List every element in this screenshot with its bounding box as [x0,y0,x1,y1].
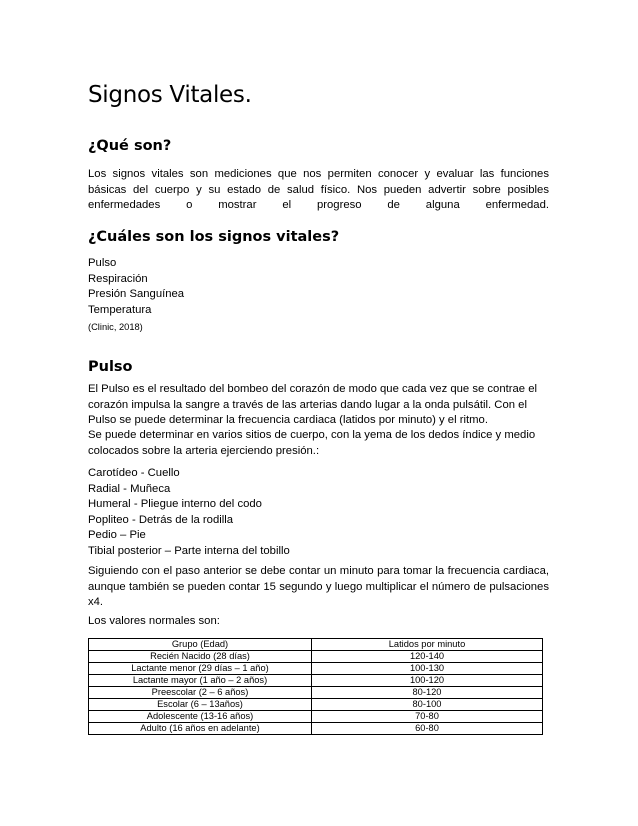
table-cell-bpm: 120-140 [312,651,543,663]
list-item: Humeral - Pliegue interno del codo [88,498,262,511]
table-cell-group: Recién Nacido (28 días) [89,651,312,663]
table-cell-bpm: 60-80 [312,723,543,735]
table-row [89,675,543,687]
table-cell-bpm: 80-100 [312,699,543,711]
table-cell-bpm: 70-80 [312,711,543,723]
table-cell-bpm: 100-130 [312,663,543,675]
table-cell-group: Lactante menor (29 días – 1 año) [89,663,312,675]
table-row [89,687,543,699]
column-header-group: Grupo (Edad) [89,639,312,651]
table-cell-group: Adulto (16 años en adelante) [89,723,312,735]
list-item: Pulso [88,257,117,269]
table-intro: Los valores normales son: [88,615,220,627]
table-cell-group: Preescolar (2 – 6 años) [89,687,312,699]
list-item: Presión Sanguínea [88,288,185,301]
list-item: Popliteo - Detrás de la rodilla [88,513,234,526]
paragraph-definition: Los signos vitales son mediciones que nos permiten conocer y evaluar las funciones básicas del cuerpo y su estado de salud físico. Nos pueden advertir sobre posibles enfermedades o mostrar el progreso de alguna enfermedad. [88,168,549,212]
list-item: Radial - Muñeca [88,482,171,495]
heading-que-son: ¿Qué son? [88,138,172,154]
list-item: Respiración [88,272,148,285]
paragraph-measurement: Siguiendo con el paso anterior se debe contar un minuto para tomar la frecuencia cardiaca, aunque también se pueden contar 15 segundo y luego multiplicar el número de pulsaciones x4. [88,565,549,609]
table-row [89,699,543,711]
table-cell-group: Lactante mayor (1 año – 2 años) [89,675,312,687]
paragraph-pulso-sites: Se puede determinar en varios sitios de cuerpo, con la yema de los dedos índice y medio colocados sobre la arteria ejerciendo presión.: [88,429,536,457]
table-row [89,663,543,675]
page-title: Signos Vitales. [88,82,252,108]
table-cell-group: Escolar (6 – 13años) [89,699,312,711]
list-item: Carotídeo - Cuello [88,467,180,479]
citation: (Clinic, 2018) [88,322,143,332]
table-header-row [89,639,543,651]
table-cell-group: Adolescente (13-16 años) [89,711,312,723]
list-item: Tibial posterior – Parte interna del tobillo [88,544,290,557]
table-row [89,723,543,735]
table-cell-bpm: 80-120 [312,687,543,699]
list-item: Pedio – Pie [88,529,146,542]
heart-rate-table [88,638,543,735]
table-row [89,651,543,663]
list-item: Temperatura [88,303,152,316]
heading-cuales-son: ¿Cuáles son los signos vitales? [88,229,340,245]
vital-signs-list [88,256,184,318]
heading-pulso: Pulso [88,359,133,375]
paragraph-pulso-definition: El Pulso es el resultado del bombeo del corazón de modo que cada vez que se contrae el corazón impulsa la sangre a través de las arterias dando lugar a la onda pulsátil. Con el Pulso se puede determinar la frecuencia cardiaca (latidos por minuto) y el ritmo. [88,383,538,427]
column-header-bpm: Latidos por minuto [312,639,543,651]
table-row [89,711,543,723]
table-cell-bpm: 100-120 [312,675,543,687]
pulse-sites-list [88,466,290,560]
